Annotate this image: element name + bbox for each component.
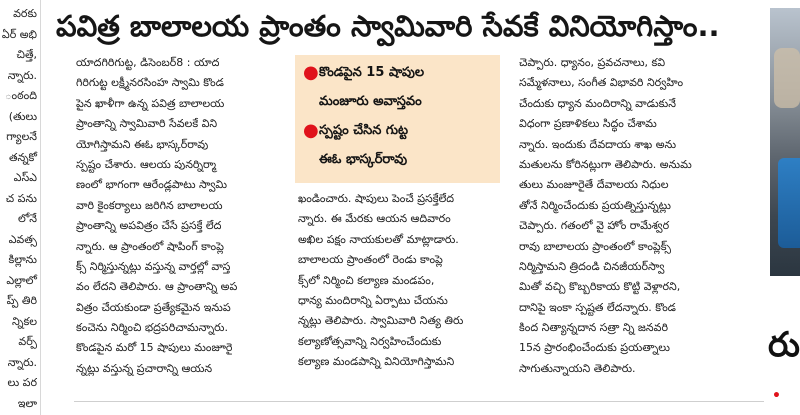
highlight-line: స్పష్టం చేసిన గుట్ట [319, 123, 408, 138]
headline: పవిత్ర బాలాలయ ప్రాంతం స్వామివారి సేవకే వినియోగిస్తాం.. [56, 9, 720, 43]
adjacent-article-fragment [0, 0, 41, 415]
article-line: వం లేదని తెలిపారు. ఆ ప్రాంతాన్ని అప [76, 280, 238, 294]
fragment-line: న్నికల [11, 314, 37, 328]
bottom-divider [74, 401, 764, 402]
article-line: కల్యాణ మండపాన్ని వినియోగిస్తామని [298, 355, 455, 369]
photo-sack-shape [774, 48, 800, 108]
article-line: న్నారు. ఈ మేరకు ఆయన ఆదివారం [298, 212, 451, 226]
article-line: తులు మంజూరైతే దేవాలయ నిధుల [519, 178, 669, 192]
article-column-2 [298, 189, 503, 373]
red-bullet-icon: • [772, 388, 781, 404]
next-article-headline: రు [768, 325, 800, 365]
article-line: న్నారు. ఇందుకు దేవదాయ శాఖ అను [519, 137, 677, 151]
article-line: కల్యాణోత్సవాన్ని నిర్వహించేందుకు [298, 334, 442, 348]
fragment-line: న్నారు. [7, 355, 37, 369]
fragment-line: లోనే [17, 212, 37, 225]
fragment-line: ఇలా [17, 396, 37, 410]
fragment-line: చిత్తే, [16, 48, 37, 61]
article-line: 15న ప్రారంభించేందుకు ప్రయత్నాలు [519, 341, 670, 355]
fragment-line: ంఠంది [5, 89, 37, 102]
article-line: యోగిస్తామని ఈఓ భాస్కర్‌రావు [76, 137, 209, 151]
highlight-line: ఈఓ భాస్కర్‌రావు [319, 152, 408, 167]
fragment-line: చ పను [5, 191, 37, 205]
article-line: అఖిల పక్షం నాయకులతో మాట్లాడారు. [298, 232, 459, 246]
article-line: ప్రాంతాన్ని అపవిత్రం చేసే ప్రసక్తే లేద [76, 219, 222, 233]
article-line: మితో వచ్చి కొబ్బరికాయ కొట్టి వెళ్లారని, [519, 280, 681, 294]
article-line: క్స్ నిర్మిస్తున్నట్లు వస్తున్న వార్తల్లో వాస్త [76, 259, 231, 273]
fragment-line: (తులు [8, 109, 37, 123]
article-line: క్స్‌లో నిర్మించి కల్యాణ మండపం, [298, 273, 435, 287]
article-line: సమ్మేళనాలు, సంగీత విభావరి నిర్వహిం [519, 76, 684, 90]
fragment-line: ఎల్లాలో [6, 273, 37, 287]
article-line: దానిపై ఇంకా స్పష్టత లేదన్నారు. కొండ [519, 300, 676, 314]
article-line: చేందుకు ధ్యాన మందిరాన్ని వాడుకునే [519, 96, 676, 110]
article-line: కింద నిత్యాన్నదాన సత్రా న్ని జనవరి [519, 321, 668, 335]
article-column-3 [519, 53, 729, 379]
fragment-line: కిల్లాను [8, 253, 37, 266]
fragment-line: గ్యాలనే [6, 130, 37, 143]
article-line: తోనే నిర్మించేందుకు ప్రయత్నిస్తున్నట్లు [519, 198, 671, 212]
article-line: చెప్పారు. ధ్యానం, ప్రవచనాలు, కవి [519, 56, 666, 69]
article-line: న్నట్లు తెలిపారు. స్వామివారి నిత్య తిరు [298, 314, 464, 328]
fragment-line: లు పర [7, 376, 37, 389]
highlight-line: మంజూరు అవాస్తవం [319, 94, 422, 109]
article-line: ఖండించారు. షాపులు పెంచే ప్రసక్తేలేద [298, 192, 455, 205]
article-line: నిర్మిస్తామని త్రిదండి చినజీయర్‌స్వా [519, 259, 665, 273]
article-line: చెప్పారు. గతంలో వై హోం రామేశ్వర [519, 219, 670, 233]
fragment-line: వర్ప్ [18, 335, 37, 348]
news-photo [770, 8, 800, 276]
article-line: ప్రాంతాన్ని స్వామివారి సేవలకే విని [76, 117, 218, 131]
article-line: రావు బాలాలయ ప్రాంతంలో కాంప్లెక్స్ [519, 239, 671, 253]
article-line: కొండపైన మరో 15 షాపులు మంజూరై [76, 341, 233, 355]
highlight-box [295, 55, 500, 183]
article-line: మతులను కోరినట్లుగా తెలిపారు. అనుమ [519, 157, 692, 171]
article-line: యాదగిరిగుట్ట, డిసెంబర్8 : యాద [76, 56, 220, 69]
article-line: కంచెను నిర్మించి భద్రపరిచామన్నారు. [76, 321, 228, 335]
article-line: పైన ఖాళీగా ఉన్న పవిత్ర బాలాలయ [76, 96, 225, 110]
fragment-line: ఏర్ అభి [1, 27, 37, 41]
article-line: న్నారు. ఆ ప్రాంతంలో షాపింగ్ కాంప్లె [76, 239, 224, 253]
article-line: స్పష్టం చేశారు. ఆలయ పునర్నిర్మా [76, 157, 217, 171]
article-line: ధాన్య మందిరాన్ని ఏర్పాటు చేయను [298, 293, 448, 307]
fragment-line: ఎస్ఎ [13, 171, 37, 184]
article-line: ణంలో భాగంగా ఆరేండ్లపాటు స్వామి [76, 178, 228, 192]
fragment-line: తన్నకో [8, 150, 37, 164]
article-line: విత్రం చేయకుండా ప్రత్యేకమైన ఇనుప [76, 300, 231, 314]
article-line: బాలాలయ ప్రాంతంలో రెండు కాంప్లె [298, 253, 443, 267]
article-line: సాగుతున్నాయని తెలిపారు. [519, 361, 636, 375]
bullet-icon: ● [303, 120, 319, 141]
fragment-line: వరకు [13, 7, 37, 20]
fragment-line: ఎవత్స [8, 232, 37, 246]
article-line: న్నట్లు వస్తున్న ప్రచారాన్ని ఆయన [76, 361, 213, 375]
article-column-1 [76, 53, 294, 379]
article-line: గిరిగుట్ట లక్ష్మీనరసింహ స్వామి కొండ [76, 76, 224, 90]
highlight-line: కొండపైన 15 షాపుల [319, 65, 425, 80]
article-line: వారి కైంకర్యాలు జరిగిన బాలాలయ [76, 198, 223, 212]
article-line: విధంగా ప్రణాళికలు సిద్ధం చేశామ [519, 117, 657, 131]
photo-blue-shape [778, 158, 800, 248]
fragment-line: న్నారు. [7, 68, 37, 82]
fragment-line: ప్ప్ తిరి [6, 294, 37, 307]
bullet-icon: ● [303, 62, 319, 83]
